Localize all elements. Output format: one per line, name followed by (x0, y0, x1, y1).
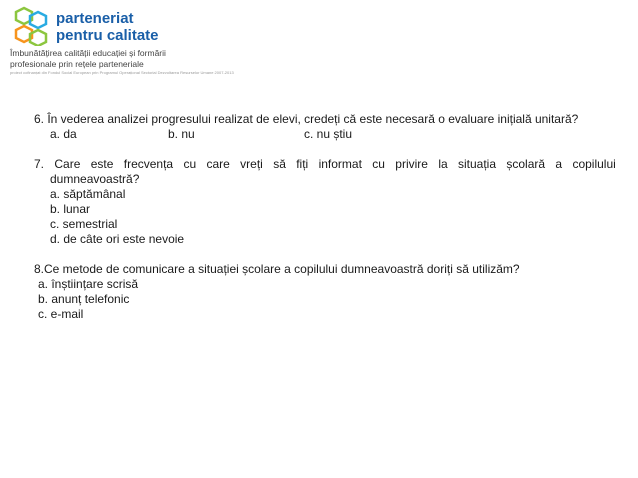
questionnaire (34, 112, 614, 322)
q7-word: informat (318, 157, 362, 171)
option-q8-c: c. e-mail (38, 307, 84, 321)
tagline (10, 48, 166, 70)
q7-word: vreți (240, 157, 263, 171)
question-7-continued: dumneavoastră? (50, 172, 140, 186)
option-q8-a: a. înștiințare scrisă (38, 277, 139, 291)
question-6-options (34, 127, 614, 142)
q7-word: frecvența (123, 157, 174, 171)
hexagon-logo-icon (10, 6, 60, 46)
option-q6-a: a. da (50, 127, 77, 141)
q7-word: 7. (34, 157, 45, 171)
q7-word: școlară (506, 157, 546, 171)
tagline-line-1: Îmbunătățirea calității educației și formării (10, 48, 166, 58)
option-q7-c: c. semestrial (50, 217, 118, 231)
q7-word: copilului (572, 157, 616, 171)
option-q8-b: b. anunț telefonic (38, 292, 130, 306)
question-7 (34, 157, 616, 172)
q7-word: să (273, 157, 286, 171)
option-q6-b: b. nu (168, 127, 195, 141)
q7-word: fiți (296, 157, 309, 171)
q7-word: cu (372, 157, 385, 171)
q7-word: la (438, 157, 448, 171)
option-q7-a: a. săptămânal (50, 187, 126, 201)
q7-word: a (555, 157, 563, 171)
option-q7-b: b. lunar (50, 202, 91, 216)
q7-word: care (206, 157, 230, 171)
funding-note: proiect cofinanțat din Fondul Social European prin Programul Operațional Sectorial Dezvoltarea Resurselor Umane 2007-2013 (10, 70, 234, 75)
question-8: 8.Ce metode de comunicare a situației școlare a copilului dumneavoastră doriți să utilizăm? (34, 262, 520, 276)
option-q6-c: c. nu știu (304, 127, 353, 141)
option-q7-d: d. de câte ori este nevoie (50, 232, 185, 246)
brand-line-1: parteneriat (56, 10, 134, 27)
q7-word: Care (54, 157, 81, 171)
brand-name (56, 10, 159, 44)
tagline-line-2: profesionale prin rețele parteneriale (10, 59, 144, 69)
brand-line-2: pentru calitate (56, 27, 159, 44)
q7-word: situația (458, 157, 497, 171)
question-6: 6. În vederea analizei progresului realizat de elevi, credeți că este necesară o evaluare inițială unitară? (34, 112, 579, 126)
q7-word: cu (183, 157, 197, 171)
q7-word: privire (395, 157, 428, 171)
q7-word: este (90, 157, 114, 171)
